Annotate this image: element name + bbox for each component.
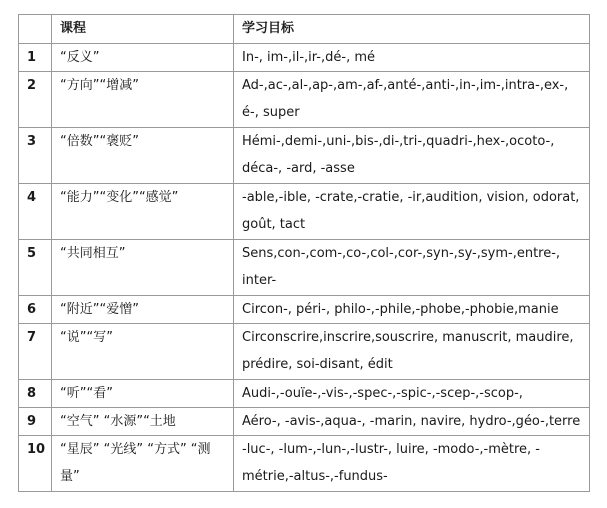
row-number: 5 bbox=[19, 240, 52, 296]
course-table-container bbox=[18, 14, 590, 492]
row-goal: Hémi-,demi-,uni-,bis-,di-,tri-,quadri-,hex-,ocoto-, déca-, -ard, -asse bbox=[234, 128, 590, 184]
row-course: “共同相互” bbox=[52, 240, 234, 296]
row-number: 1 bbox=[19, 44, 52, 72]
row-course: “附近”“爱憎” bbox=[52, 296, 234, 324]
row-course: “方向”“增减” bbox=[52, 72, 234, 128]
row-goal: -luc-, -lum-,-lun-,-lustr-, luire, -modo-,-mètre, -métrie,-altus-,-fundus- bbox=[234, 436, 590, 492]
row-goal: -able,-ible, -crate,-cratie, -ir,audition, vision, odorat, goût, tact bbox=[234, 184, 590, 240]
row-goal: Circon-, péri-, philo-,-phile,-phobe,-phobie,manie bbox=[234, 296, 590, 324]
table-row bbox=[19, 408, 590, 436]
table-row bbox=[19, 436, 590, 492]
table-header-row bbox=[19, 15, 590, 44]
table-row bbox=[19, 324, 590, 380]
table-row bbox=[19, 380, 590, 408]
row-goal: Audi-,-ouïe-,-vis-,-spec-,-spic-,-scep-,-scop-, bbox=[234, 380, 590, 408]
row-goal: Circonscrire,inscrire,souscrire, manuscrit, maudire, prédire, soi-disant, édit bbox=[234, 324, 590, 380]
row-course: “倍数”“褒贬” bbox=[52, 128, 234, 184]
course-table bbox=[18, 14, 590, 492]
table-row bbox=[19, 44, 590, 72]
row-course: “反义” bbox=[52, 44, 234, 72]
row-number: 8 bbox=[19, 380, 52, 408]
table-row bbox=[19, 296, 590, 324]
table-row bbox=[19, 240, 590, 296]
row-goal: Sens,con-,com-,co-,col-,cor-,syn-,sy-,sym-,entre-, inter- bbox=[234, 240, 590, 296]
row-number: 10 bbox=[19, 436, 52, 492]
row-course: “能力”“变化”“感觉” bbox=[52, 184, 234, 240]
row-course: “说”“写” bbox=[52, 324, 234, 380]
row-course: “星辰” “光线” “方式” “测量” bbox=[52, 436, 234, 492]
row-number: 9 bbox=[19, 408, 52, 436]
row-number: 6 bbox=[19, 296, 52, 324]
header-number bbox=[19, 15, 52, 44]
row-goal: Aéro-, -avis-,aqua-, -marin, navire, hydro-,géo-,terre bbox=[234, 408, 590, 436]
table-row bbox=[19, 128, 590, 184]
row-number: 2 bbox=[19, 72, 52, 128]
header-goal: 学习目标 bbox=[234, 15, 590, 44]
table-row bbox=[19, 72, 590, 128]
row-course: “空气” “水源”“土地 bbox=[52, 408, 234, 436]
header-course: 课程 bbox=[52, 15, 234, 44]
table-row bbox=[19, 184, 590, 240]
row-number: 4 bbox=[19, 184, 52, 240]
row-course: “听”“看” bbox=[52, 380, 234, 408]
row-number: 3 bbox=[19, 128, 52, 184]
row-goal: In-, im-,il-,ir-,dé-, mé bbox=[234, 44, 590, 72]
row-goal: Ad-,ac-,al-,ap-,am-,af-,anté-,anti-,in-,im-,intra-,ex-, é-, super bbox=[234, 72, 590, 128]
row-number: 7 bbox=[19, 324, 52, 380]
